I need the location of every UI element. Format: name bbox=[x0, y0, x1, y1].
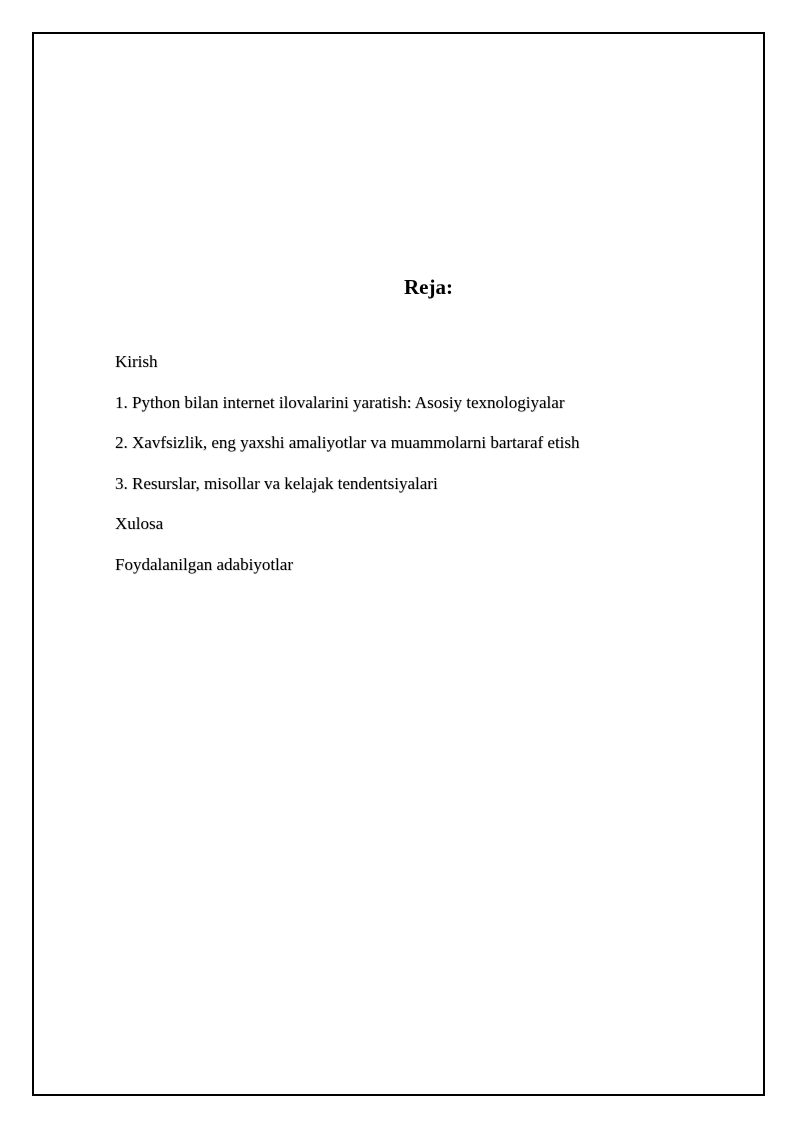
toc-item-chapter-3: 3. Resurslar, misollar va kelajak tendentsiyalari bbox=[115, 473, 438, 493]
toc-item-introduction: Kirish bbox=[115, 352, 158, 371]
toc-item-chapter-1: 1. Python bilan internet ilovalarini yaratish: Asosiy texnologiyalar bbox=[115, 392, 565, 412]
toc-item-conclusion: Xulosa bbox=[115, 514, 164, 533]
toc-item-references: Foydalanilgan adabiyotlar bbox=[115, 554, 293, 574]
page-title: Reja: bbox=[404, 275, 453, 299]
toc-item-chapter-2: 2. Xavfsizlik, eng yaxshi amaliyotlar va muammolarni bartaraf etish bbox=[115, 433, 580, 452]
table-of-contents bbox=[115, 349, 580, 592]
